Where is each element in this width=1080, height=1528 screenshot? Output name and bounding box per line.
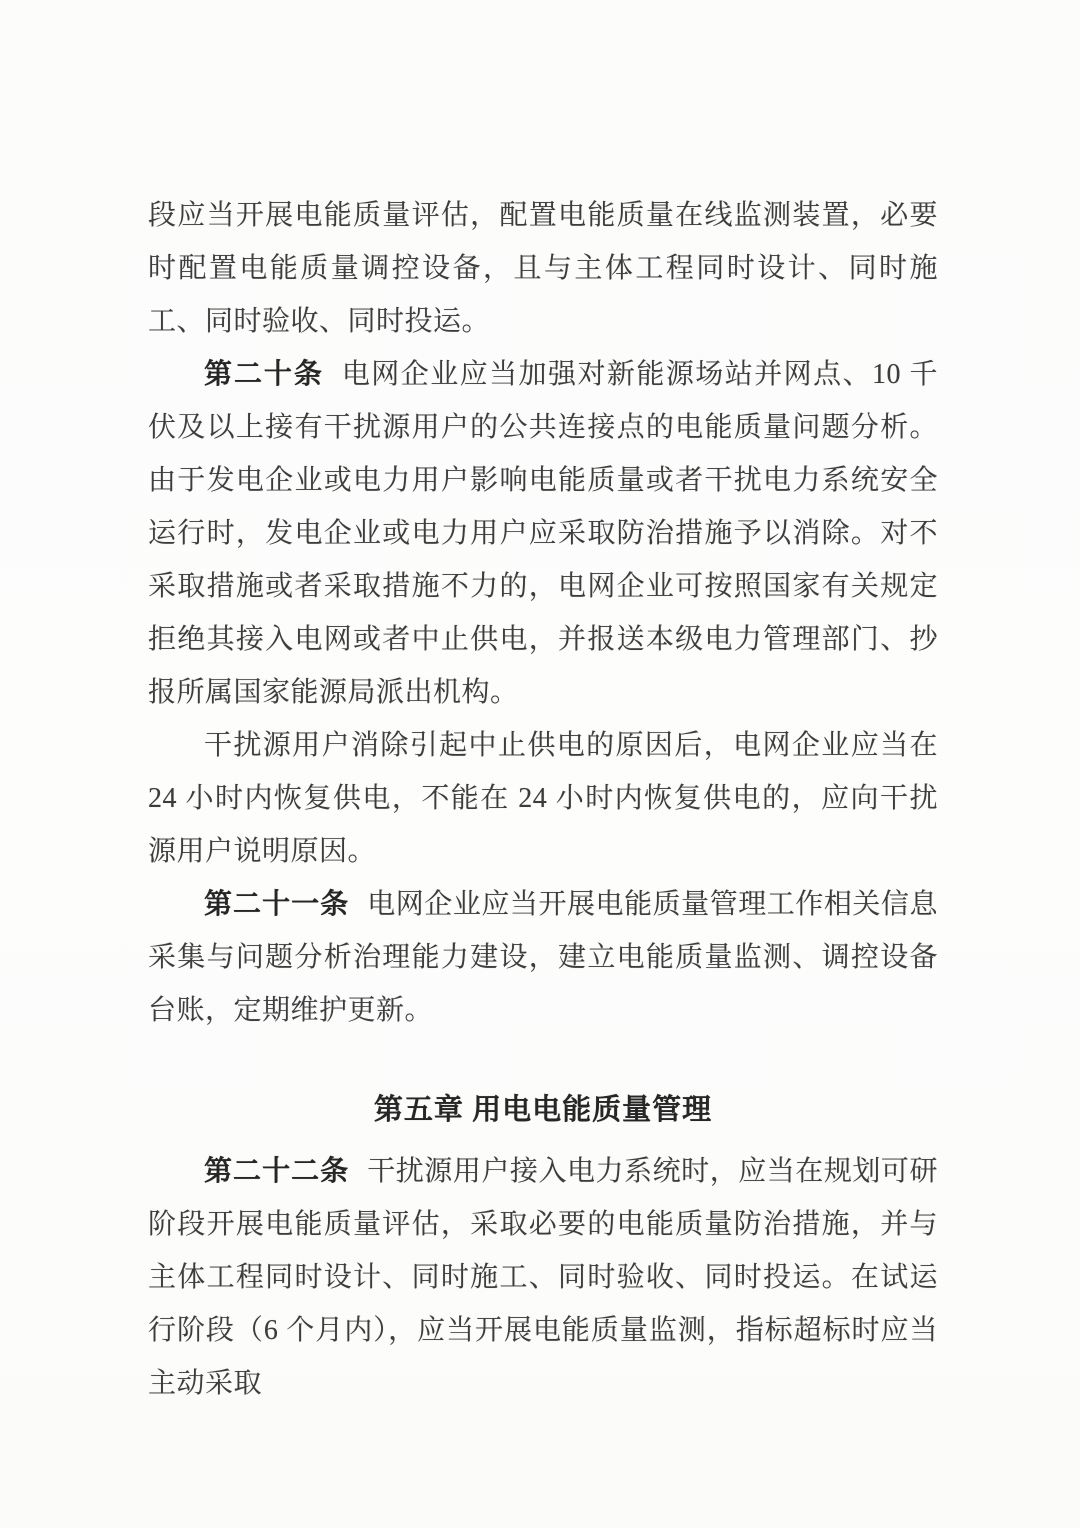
article-21-text: 电网企业应当开展电能质量管理工作相关信息采集与问题分析治理能力建设，建立电能质量监测、调控设备台账，定期维护更新。 — [148, 889, 938, 1026]
article-21-number: 第二十一条 — [204, 889, 350, 920]
article-22-text: 干扰源用户接入电力系统时，应当在规划可研阶段开展电能质量评估，采取必要的电能质量防治措施，并与主体工程同时设计、同时施工、同时验收、同时投运。在试运行阶段（6 个月内），应当开展电能质量监测，指标超标时应当主动采取 — [148, 1156, 938, 1399]
chapter-5-heading: 第五章 用电电能质量管理 — [373, 1094, 713, 1126]
article-20-text: 电网企业应当加强对新能源场站并网点、10 千伏及以上接有干扰源用户的公共连接点的电能质量问题分析。由于发电企业或电力用户影响电能质量或者干扰电力系统安全运行时，发电企业或电力用户应采取防治措施予以消除。对不采取措施或者采取措施不力的，电网企业可按照国家有关规定拒绝其接入电网或者中止供电，并报送本级电力管理部门、抄报所属国家能源局派出机构。 — [148, 359, 938, 708]
paragraph-article-20 — [148, 348, 938, 719]
paragraph-article-20-clause-2: 干扰源用户消除引起中止供电的原因后，电网企业应当在 24 小时内恢复供电，不能在 24 小时内恢复供电的，应向干扰源用户说明原因。 — [148, 730, 938, 867]
article-22-number: 第二十二条 — [204, 1156, 350, 1187]
article-20-number: 第二十条 — [204, 359, 324, 390]
document-body — [148, 189, 938, 1410]
paragraph-continuation: 段应当开展电能质量评估，配置电能质量在线监测装置，必要时配置电能质量调控设备，且与主体工程同时设计、同时施工、同时验收、同时投运。 — [148, 200, 938, 337]
paragraph-article-21 — [148, 878, 938, 1037]
paragraph-article-22 — [148, 1145, 938, 1410]
